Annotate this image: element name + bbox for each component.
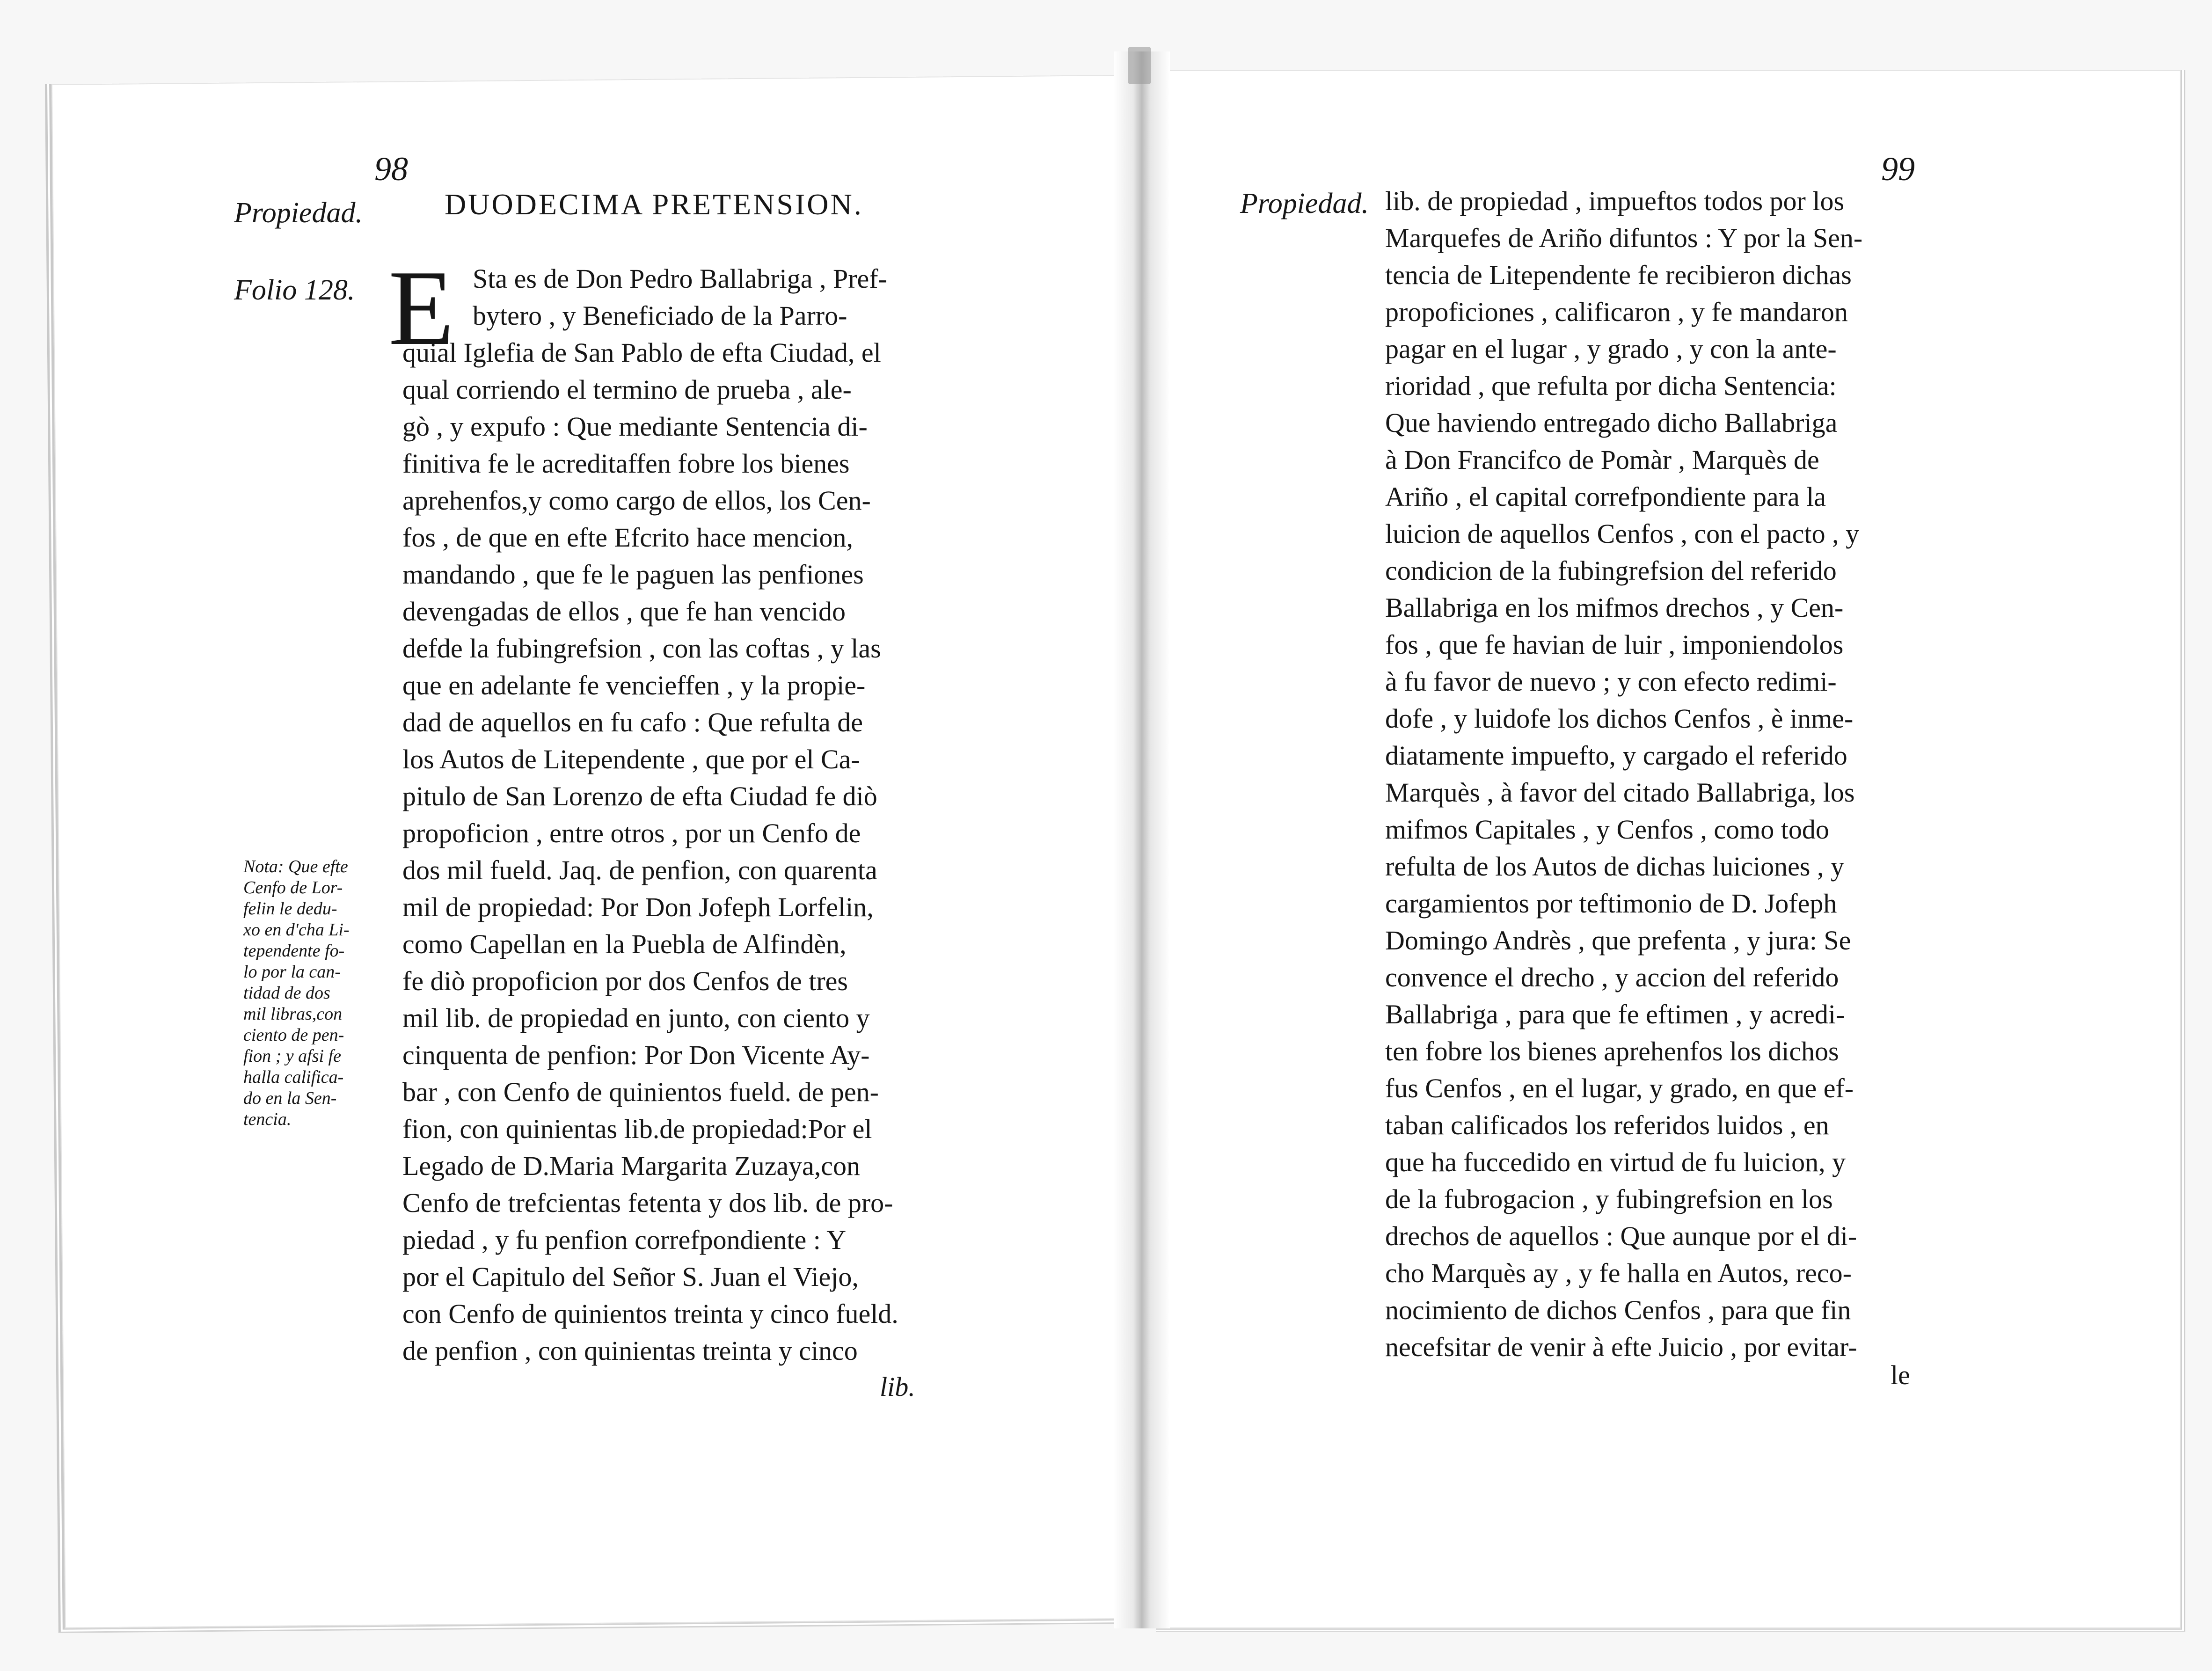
body-line: diatamente impuefto, y cargado el referido bbox=[1385, 740, 1847, 771]
body-line: propoficiones , calificaron , y fe mandaron bbox=[1385, 297, 1848, 327]
right-margin-label: Propiedad. bbox=[1240, 188, 1369, 219]
body-line: bar , con Cenfo de quinientos fueld. de pen- bbox=[402, 1077, 879, 1107]
body-line: Ballabriga , para que fe eftimen , y acredi- bbox=[1385, 999, 1845, 1029]
running-head: DUODECIMA PRETENSION. bbox=[445, 188, 863, 221]
side-note-line: lo por la can- bbox=[243, 962, 341, 982]
body-line: con Cenfo de quinientos treinta y cinco fueld. bbox=[402, 1299, 898, 1329]
body-line: Marquès , à favor del citado Ballabriga, los bbox=[1385, 777, 1855, 808]
body-line: como Capellan en la Puebla de Alfindèn, bbox=[402, 929, 847, 959]
side-note-line: tependente fo- bbox=[243, 941, 345, 961]
body-line: à Don Francifco de Pomàr , Marquès de bbox=[1385, 445, 1819, 475]
body-line: convence el drecho , y accion del referido bbox=[1385, 962, 1839, 992]
left-catchword: lib. bbox=[880, 1372, 915, 1402]
body-line: Cenfo de trefcientas fetenta y dos lib. de pro- bbox=[402, 1188, 893, 1218]
folio-label: Folio 128. bbox=[234, 274, 355, 306]
body-line: defde la fubingrefsion , con las coftas , y las bbox=[402, 633, 881, 664]
side-note-line: felin le dedu- bbox=[243, 899, 337, 919]
body-line: condicion de la fubingrefsion del referido bbox=[1385, 555, 1837, 586]
left-page-number: 98 bbox=[374, 150, 408, 188]
body-line: Domingo Andrès , que prefenta , y jura: Se bbox=[1385, 925, 1851, 956]
body-line: piedad , y fu penfion correfpondiente : Y bbox=[402, 1225, 847, 1255]
body-line: fos , que fe havian de luir , imponiendolos bbox=[1385, 629, 1844, 660]
body-line: gò , y expufo : Que mediante Sentencia di- bbox=[402, 411, 868, 442]
side-note-line: halla califica- bbox=[243, 1067, 344, 1087]
side-note-line: tidad de dos bbox=[243, 983, 330, 1003]
body-line: Sta es de Don Pedro Ballabriga , Pref- bbox=[473, 263, 887, 294]
side-note-line: ciento de pen- bbox=[243, 1025, 344, 1045]
side-note-line: tencia. bbox=[243, 1109, 292, 1129]
right-page-number: 99 bbox=[1881, 150, 1915, 188]
body-line: ten fobre los bienes aprehenfos los dichos bbox=[1385, 1036, 1839, 1066]
left-margin-label: Propiedad. bbox=[234, 197, 363, 229]
body-line: de la fubrogacion , y fubingrefsion en los bbox=[1385, 1184, 1833, 1214]
body-line: rioridad , que refulta por dicha Sentencia: bbox=[1385, 371, 1837, 401]
body-line: aprehenfos,y como cargo de ellos, los Cen- bbox=[402, 485, 871, 516]
right-catchword: le bbox=[1891, 1360, 1910, 1390]
body-line: pitulo de San Lorenzo de efta Ciudad fe diò bbox=[402, 781, 877, 811]
body-line: Ballabriga en los mifmos drechos , y Cen- bbox=[1385, 592, 1844, 623]
body-line: taban calificados los referidos luidos , en bbox=[1385, 1110, 1829, 1140]
body-line: devengadas de ellos , que fe han vencido bbox=[402, 596, 846, 627]
side-note-line: Cenfo de Lor- bbox=[243, 878, 343, 898]
body-line: lib. de propiedad , impueftos todos por los bbox=[1385, 186, 1845, 216]
body-line: quial Iglefia de San Pablo de efta Ciudad, el bbox=[402, 337, 881, 368]
body-line: luicion de aquellos Cenfos , con el pacto , y bbox=[1385, 518, 1860, 549]
body-line: que en adelante fe vencieffen , y la propie- bbox=[402, 670, 866, 701]
body-line: los Autos de Litependente , que por el Ca- bbox=[402, 744, 860, 774]
side-note-line: do en la Sen- bbox=[243, 1088, 337, 1108]
side-note bbox=[243, 856, 379, 1130]
body-line: de penfion , con quinientas treinta y cinco bbox=[402, 1335, 858, 1366]
body-line: mifmos Capitales , y Cenfos , como todo bbox=[1385, 814, 1829, 845]
body-line: finitiva fe le acreditaffen fobre los bienes bbox=[402, 448, 850, 479]
binding-tab bbox=[1128, 47, 1151, 84]
body-line: tencia de Litependente fe recibieron dichas bbox=[1385, 260, 1852, 290]
body-line: refulta de los Autos de dichas luiciones , y bbox=[1385, 851, 1844, 882]
body-line: mandando , que fe le paguen las penfiones bbox=[402, 559, 864, 590]
body-line: dos mil fueld. Jaq. de penfion, con quarenta bbox=[402, 855, 877, 885]
body-line: necefsitar de venir à efte Juicio , por evitar- bbox=[1385, 1332, 1857, 1362]
drop-cap: E bbox=[388, 248, 454, 367]
book-gutter bbox=[1114, 51, 1170, 1628]
body-line: nocimiento de dichos Cenfos , para que fin bbox=[1385, 1295, 1851, 1325]
body-line: dofe , y luidofe los dichos Cenfos , è inme- bbox=[1385, 703, 1854, 734]
body-line: mil de propiedad: Por Don Jofeph Lorfelin, bbox=[402, 892, 874, 922]
body-line: pagar en el lugar , y grado , y con la ante- bbox=[1385, 334, 1837, 364]
body-line: fion, con quinientas lib.de propiedad:Por el bbox=[402, 1114, 872, 1144]
body-line: propoficion , entre otros , por un Cenfo de bbox=[402, 818, 861, 848]
body-line: fus Cenfos , en el lugar, y grado, en que ef- bbox=[1385, 1073, 1854, 1103]
side-note-line: mil libras,con bbox=[243, 1004, 343, 1024]
body-line: que ha fuccedido en virtud de fu luicion, y bbox=[1385, 1147, 1846, 1177]
body-line: por el Capitulo del Señor S. Juan el Viejo, bbox=[402, 1262, 859, 1292]
body-line: drechos de aquellos : Que aunque por el di- bbox=[1385, 1221, 1857, 1251]
body-line: Legado de D.Maria Margarita Zuzaya,con bbox=[402, 1151, 861, 1181]
body-line: Marquefes de Ariño difuntos : Y por la Sen- bbox=[1385, 223, 1863, 253]
side-note-line: fion ; y afsi fe bbox=[243, 1046, 341, 1066]
side-note-line: Nota: Que efte bbox=[243, 857, 348, 876]
body-line: qual corriendo el termino de prueba , ale- bbox=[402, 374, 852, 405]
body-line: cargamientos por teftimonio de D. Jofeph bbox=[1385, 888, 1837, 919]
body-line: cinquenta de penfion: Por Don Vicente Ay- bbox=[402, 1040, 870, 1070]
body-line: cho Marquès ay , y fe halla en Autos, reco- bbox=[1385, 1258, 1852, 1288]
body-line: fe diò propoficion por dos Cenfos de tres bbox=[402, 966, 848, 996]
body-line: à fu favor de nuevo ; y con efecto redimi- bbox=[1385, 666, 1837, 697]
body-line: Ariño , el capital correfpondiente para la bbox=[1385, 482, 1826, 512]
body-line: dad de aquellos en fu cafo : Que refulta de bbox=[402, 707, 863, 737]
left-body-text bbox=[402, 260, 964, 1369]
body-line: Que haviendo entregado dicho Ballabriga bbox=[1385, 408, 1838, 438]
body-line: mil lib. de propiedad en junto, con ciento y bbox=[402, 1003, 870, 1033]
body-line: bytero , y Beneficiado de la Parro- bbox=[473, 300, 847, 331]
side-note-line: xo en d'cha Li- bbox=[243, 920, 350, 940]
right-body-text bbox=[1385, 182, 1993, 1365]
body-line: fos , de que en efte Efcrito hace mencion, bbox=[402, 522, 854, 553]
